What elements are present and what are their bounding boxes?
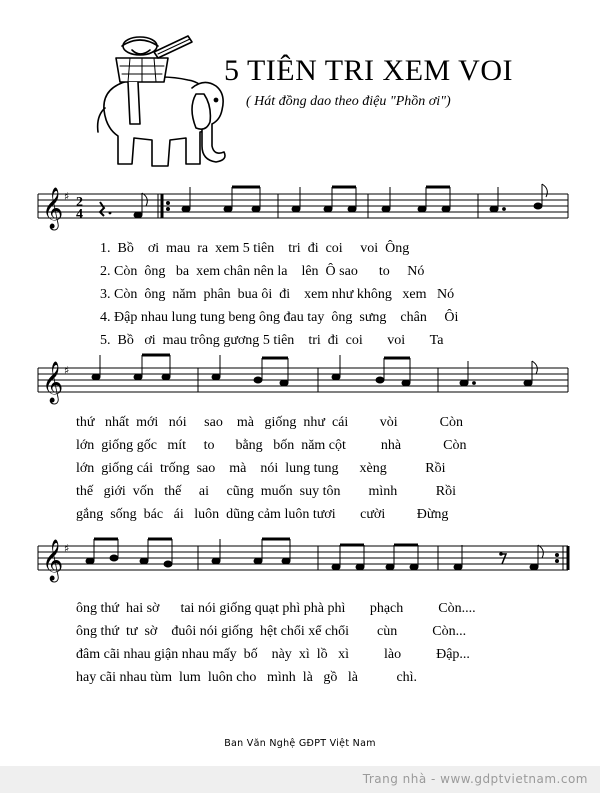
music-staff-3 <box>38 530 578 590</box>
svg-text:𝄞: 𝄞 <box>42 540 64 581</box>
lyric-line-5: 5. Bồ ơi mau trông gương 5 tiên tri đi coi voi Ta <box>100 333 444 348</box>
lyric-line-12: ông thứ tư sờ đuôi nói giống hệt chổi xể chổi cùn Còn... <box>76 624 467 639</box>
time-signature-bottom: 4 <box>76 207 83 222</box>
svg-text:𝄞: 𝄞 <box>42 362 64 403</box>
treble-clef-icon: 𝄞 <box>42 188 64 229</box>
lyric-line-2: 2. Còn ông ba xem chân nên la lên Ô sao to Nó <box>100 264 425 279</box>
music-staff-1 <box>38 178 578 238</box>
credit-text: Ban Văn Nghệ GĐPT Việt Nam <box>224 738 376 749</box>
lyric-line-9: thế giới vốn thế ai cũng muốn suy tôn mình Rồi <box>76 484 456 499</box>
lyric-line-3: 3. Còn ông năm phân bua ôi đi xem như không xem Nó <box>100 287 455 302</box>
lyric-line-14: hay cãi nhau tùm lum luôn cho mình là gồ là chì. <box>76 670 418 685</box>
lyric-line-1: 1. Bồ ơi mau ra xem 5 tiên tri đi coi voi Ông <box>100 241 410 256</box>
lyric-line-7: lớn giống gốc mít to bằng bốn năm cột nhà Còn <box>76 438 467 453</box>
music-staff-2 <box>38 352 578 412</box>
lyric-line-13: đâm cãi nhau giận nhau mấy bố này xì lồ xì lào Đập... <box>76 647 470 662</box>
footer-link[interactable]: Trang nhà - www.gdptvietnam.com <box>362 772 588 786</box>
lyric-line-8: lớn giống cái trống sao mà nói lung tung xèng Rồi <box>76 461 446 476</box>
elephant-with-rider-icon <box>92 28 232 178</box>
footer-bar <box>0 766 600 793</box>
svg-text:♯: ♯ <box>64 364 70 377</box>
lyric-line-6: thứ nhất mới nói sao mà giống như cái vòi Còn <box>76 415 463 430</box>
song-title: 5 TIÊN TRI XEM VOI <box>224 54 513 87</box>
lyric-line-4: 4. Đập nhau lung tung beng ông đau tay ông sưng chân Ôi <box>100 310 459 325</box>
song-subtitle: ( Hát đồng dao theo điệu "Phồn ơi") <box>246 94 451 109</box>
lyric-line-11: ông thứ hai sờ tai nói giống quạt phì phà phì phạch Còn.... <box>76 601 476 616</box>
svg-text:♯: ♯ <box>64 542 70 555</box>
lyric-line-10: gắng sống bác ái luôn dũng cảm luôn tươi cười Đừng <box>76 507 449 522</box>
time-signature-top: 2 <box>76 195 83 210</box>
svg-text:♯: ♯ <box>64 190 70 203</box>
